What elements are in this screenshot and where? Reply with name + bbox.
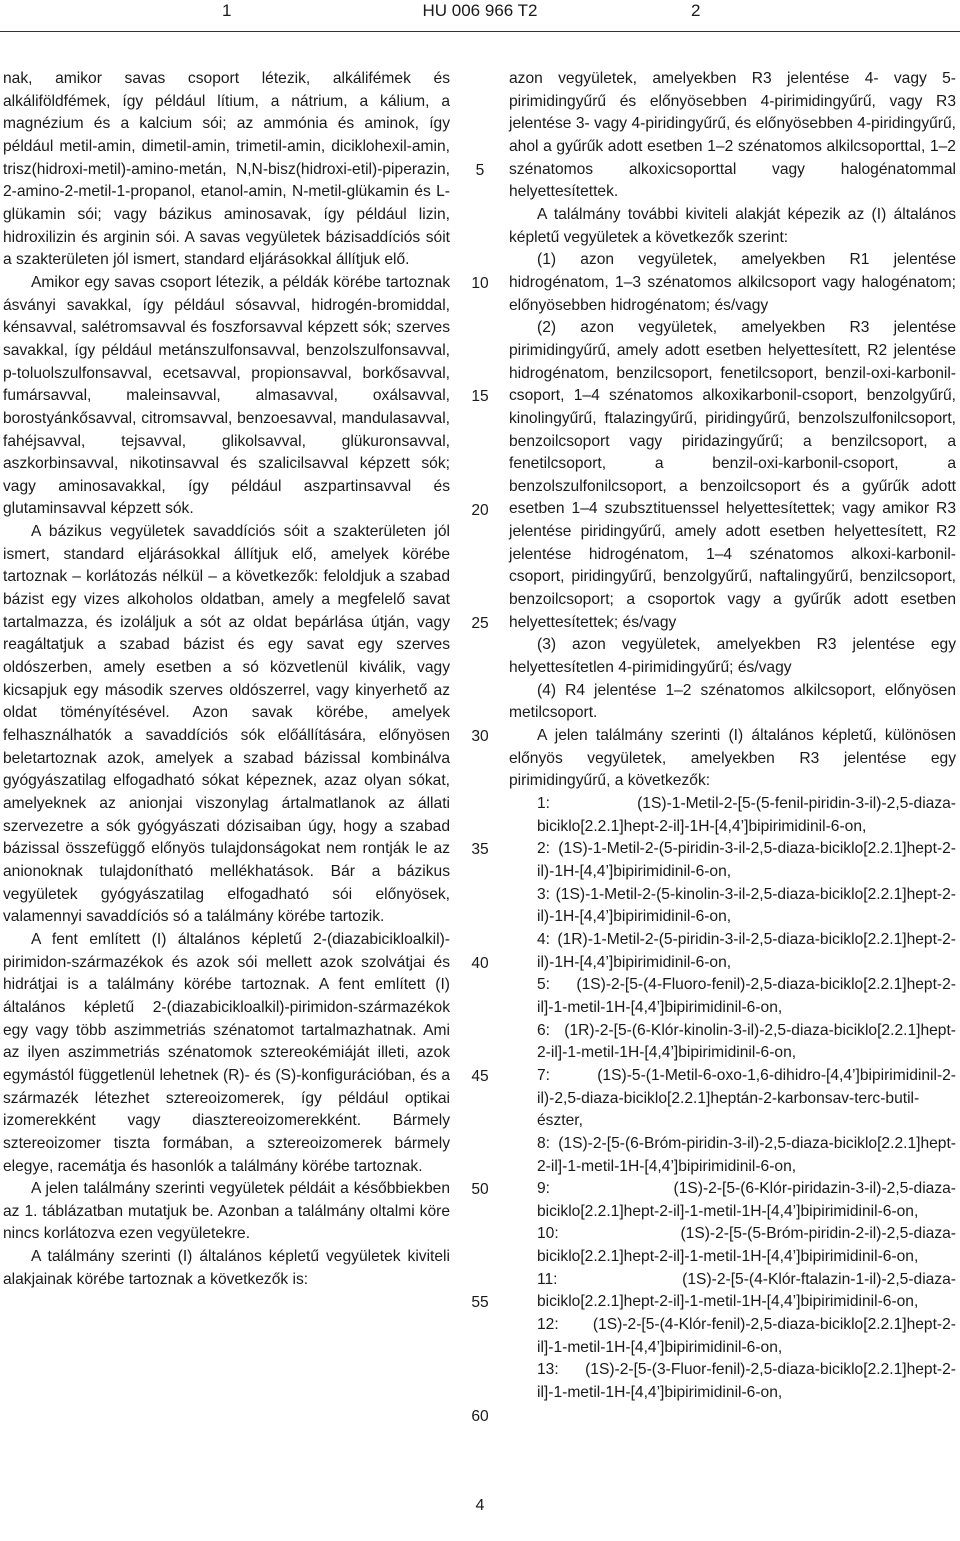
left-paragraph: A fent említett (I) általános képletű 2-(diazabicikloalkil)-pirimidon-származékok és azok sói mellett azok szolvátjai és hidrátjai is a találmány körébe tartoznak. A fent említett (I) általános képletű 2-(diazabicikloalkil)-pirimidon-származékok egy vagy több aszimmetriás szénatomot tartalmazhatnak. Ami az ilyen aszimmetriás szénatomok sztereokémiáját illeti, azok egymástól függetlenül lehetnek (R)- és (S)-konfigurációban, és a származék létezhet sztereoizomerek, így például optikai izomerekként vagy diasztereoizomerekként. Bármely sztereoizomer tiszta formában, a sztereoizomerek bármely elegye, racemátja és hasonlók a találmány körébe tartoznak.	[3, 930, 450, 1175]
compound-item: 8: (1S)-2-[5-(6-Bróm-piridin-3-il)-2,5-diaza-biciklo[2.2.1]hept-2-il]-1-metil-1H-[4,4’]bipirimidinil-6-on,	[537, 1134, 956, 1175]
line-number: 30	[471, 728, 489, 745]
line-number: 5	[475, 162, 485, 179]
left-paragraph: A jelen találmány szerinti vegyületek példáit a későbbiekben az 1. táblázatban mutatjuk be. Azonban a találmány oltalmi köre nincs korlátozva ezen vegyületekre.	[3, 1180, 450, 1243]
left-paragraph: nak, amikor savas csoport létezik, alkálifémek és alkáliföldfémek, így például lítium, a nátrium, a kálium, a magnézium és a kalcium sói; az ammónia és aminok, így például metil-amin, dimetil-amin, trimetil-amin, diciklohexil-amin, trisz(hidroxi-metil)-amino-metán, N,N-bisz(hidroxi-etil)-piperazin, 2-amino-2-metil-1-propanol, etanol-amin, N-metil-glükamin és L-glükamin sói; vagy bázikus aminosavak, így például lizin, hidroxilizin és arginin sói. A savas vegyületek bázisaddíciós sóit a szakterületen jól ismert, standard eljárásokkal állítjuk elő.	[3, 70, 450, 269]
line-number: 45	[471, 1068, 489, 1085]
left-paragraph: A találmány szerinti (I) általános képletű vegyületek kiviteli alakjainak körébe tartoznak a következők is:	[3, 1248, 450, 1288]
compound-item: 7: (1S)-5-(1-Metil-6-oxo-1,6-dihidro-[4,4’]bipirimidinil-2-il)-2,5-diaza-biciklo[2.2.1]heptán-2-karbonsav-terc-butil-észter,	[537, 1066, 956, 1130]
header-rule	[0, 31, 960, 32]
compound-item: 1: (1S)-1-Metil-2-[5-(5-fenil-piridin-3-il)-2,5-diaza-biciklo[2.2.1]hept-2-il]-1H-[4,4’]bipirimidinil-6-on,	[537, 795, 956, 835]
line-number: 25	[471, 615, 489, 632]
compound-list	[509, 793, 956, 1405]
embodiment-item: (2) azon vegyületek, amelyekben R3 jelentése pirimidingyűrű, amely adott esetben helyettesített, R2 jelentése hidrogénatom, benzilcsoport, fenetilcsoport, benzil-oxi-karbonil-csoport, 1–4 szénatomos alkoxikarbonil-csoport, benzolgyűrű, kinolingyűrű, ftalazingyűrű, piridingyűrű, benzolszulfonilcsoport, benzoilcsoport vagy piridazingyűrű; a benzilcsoport, a fenetilcsoport, a benzil-oxi-karbonil-csoport, a benzolszulfonilcsoport, a benzoilcsoport és a gyűrűk adott esetben 1–4 szubsztituenssel helyettesítettek; vagy amikor R3 jelentése piridingyűrű, amely adott esetben helyettesített, R2 jelentése hidrogénatom, 1–4 szénatomos alkoxi-karbonil-csoport, piridingyűrű, benzolgyűrű, naftalingyűrű, benzilcsoport, benzoilcsoport; a csoportok vagy a gyűrűk adott esetben helyettesítettek; és/vagy	[509, 319, 956, 631]
compound-item: 3: (1S)-1-Metil-2-(5-kinolin-3-il-2,5-diaza-biciklo[2.2.1]hept-2-il)-1H-[4,4’]bipirimidinil-6-on,	[537, 885, 956, 926]
line-number: 15	[471, 388, 489, 405]
left-column-number: 1	[222, 1, 232, 20]
right-column	[509, 68, 956, 1405]
left-column	[3, 68, 450, 1291]
compound-item: 4: (1R)-1-Metil-2-(5-piridin-3-il-2,5-diaza-biciklo[2.2.1]hept-2-il)-1H-[4,4’]bipirimidinil-6-on,	[537, 930, 956, 971]
compound-item: 6: (1R)-2-[5-(6-Klór-kinolin-3-il)-2,5-diaza-biciklo[2.2.1]hept-2-il]-1-metil-1H-[4,4’]bipirimidinil-6-on,	[537, 1021, 956, 1062]
line-number: 20	[471, 502, 489, 519]
right-paragraph: azon vegyületek, amelyekben R3 jelentése 4- vagy 5-pirimidingyűrű és előnyösebben 4-pirimidingyűrű, vagy R3 jelentése 3- vagy 4-piridingyűrű, és előnyösebben 4-piridingyűrű, ahol a gyűrűk adott esetben 1–2 szénatomos alkilcsoporttal, 1–2 szénatomos alkoxicsoporttal vagy halogénatommal helyettesítettek.	[509, 70, 956, 201]
compound-item: 10: (1S)-2-[5-(5-Bróm-piridin-2-il)-2,5-diaza-biciklo[2.2.1]hept-2-il]-1-metil-1H-[4,4’]bipirimidinil-6-on,	[537, 1225, 956, 1266]
compound-item: 9: (1S)-2-[5-(6-Klór-piridazin-3-il)-2,5-diaza-biciklo[2.2.1]hept-2-il]-1-metil-1H-[4,4’]bipirimidinil-6-on,	[537, 1180, 956, 1220]
right-paragraph: A találmány további kiviteli alakját képezik az (I) általános képletű vegyületek a következők szerint:	[509, 205, 956, 246]
left-paragraph: Amikor egy savas csoport létezik, a példák körébe tartoznak ásványi savakkal, így például sósavval, hidrogén-bromiddal, kénsavval, salétromsavval és foszforsavval képzett sók; szerves savakkal, így például metánszulfonsavval, benzolszulfonsavval, p-toluolszulfonsavval, ecetsavval, propionsavval, borkősavval, fumársavval, maleinsavval, almasavval, oxálsavval, borostyánkősavval, citromsavval, benzoesavval, mandulasavval, fahéjsavval, tejsavval, glikolsavval, glükuronsavval, aszkorbinsavval, nikotinsavval és szalicilsavval képzett sók; vagy aminosavakkal, így például aszpartinsavval és glutaminsavval képzett sók.	[3, 273, 450, 518]
line-number: 50	[471, 1181, 489, 1198]
compound-item: 2: (1S)-1-Metil-2-(5-piridin-3-il-2,5-diaza-biciklo[2.2.1]hept-2-il)-1H-[4,4’]bipirimidinil-6-on,	[537, 840, 956, 880]
line-number: 35	[471, 841, 489, 858]
page-number: 4	[475, 1497, 485, 1514]
left-paragraph: A bázikus vegyületek savaddíciós sóit a szakterületen jól ismert, standard eljárásokkal állítjuk elő, amelyek körébe tartoznak – korlátozás nélkül – a következők: feloldjuk a szabad bázist egy vizes alkoholos oldatban, amely a megfelelő savat tartalmazza, és izoláljuk a sót az oldat bepárlása útján, vagy reagáltatjuk a szabad bázist és egy savat egy szerves oldószerben, amely esetben a só közvetlenül kiválik, vagy kicsapjuk egy második szerves oldószerrel, vagy kinyerhető az oldat töményítésével. Azon savak körébe, amelyek felhasználhatók a savaddíciós sók előállítására, előnyösen beletartoznak azok, amelyek a szabad bázissal kombinálva gyógyászatilag elfogadható sókat képeznek, azaz olyan sókat, amelyeknek az anionjai viszonylag ártalmatlanok az állati szervezetre a sók gyógyászati dózisaiban úgy, hogy a szabad bázissal összefüggő előnyös tulajdonságokat nem rontják le az anionoknak tulajdonítható mellékhatások. Bár a bázikus vegyületek gyógyászatilag elfogadható sói előnyösek, valamennyi savaddíciós só a találmány körébe tartozik.	[3, 523, 450, 926]
document-id: HU 006 966 T2	[422, 1, 538, 20]
embodiment-item: (4) R4 jelentése 1–2 szénatomos alkilcsoport, előnyösen metilcsoport.	[509, 681, 956, 722]
embodiment-item: (3) azon vegyületek, amelyekben R3 jelentése egy helyettesítetlen 4-pirimidingyűrű; és/vagy	[509, 636, 956, 677]
embodiment-item: (1) azon vegyületek, amelyekben R1 jelentése hidrogénatom, 1–3 szénatomos alkilcsoport vagy halogénatom; előnyösebben hidrogénatom; és/vagy	[509, 251, 956, 314]
line-number: 10	[471, 275, 489, 292]
right-column-number: 2	[691, 1, 701, 20]
line-number: 60	[471, 1408, 489, 1425]
right-paragraph: A jelen találmány szerinti (I) általános képletű, különösen előnyös vegyületek, amelyekben R3 jelentése egy pirimidingyűrű, a következők:	[509, 727, 956, 790]
compound-item: 5: (1S)-2-[5-(4-Fluoro-fenil)-2,5-diaza-biciklo[2.2.1]hept-2-il]-1-metil-1H-[4,4’]bipirimidinil-6-on,	[537, 976, 956, 1016]
line-number: 40	[471, 955, 489, 972]
line-number: 55	[471, 1294, 489, 1311]
compound-item: 13: (1S)-2-[5-(3-Fluor-fenil)-2,5-diaza-biciklo[2.2.1]hept-2-il]-1-metil-1H-[4,4’]bipirimidinil-6-on,	[537, 1361, 956, 1402]
compound-item: 12: (1S)-2-[5-(4-Klór-fenil)-2,5-diaza-biciklo[2.2.1]hept-2-il]-1-metil-1H-[4,4’]bipirimidinil-6-on,	[537, 1316, 956, 1356]
compound-item: 11: (1S)-2-[5-(4-Klór-ftalazin-1-il)-2,5-diaza-biciklo[2.2.1]hept-2-il]-1-metil-1H-[4,4’]bipirimidinil-6-on,	[537, 1270, 956, 1311]
